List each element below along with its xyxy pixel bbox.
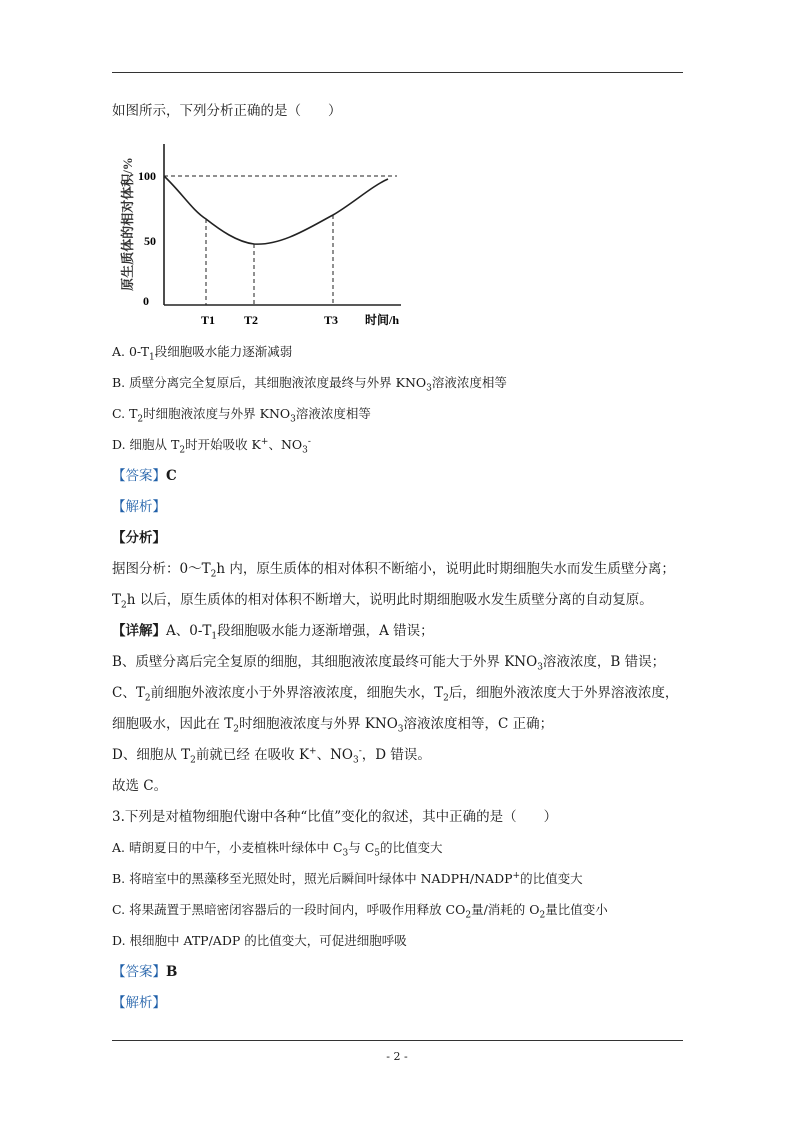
drop-lines xyxy=(206,215,333,305)
y-tick-100: 100 xyxy=(138,169,156,183)
y-tick-0: 0 xyxy=(143,294,149,308)
detail-line-5: D、细胞从 $T_2$前就已经 在吸收 K+、$NO_3^-$，D 错误。 xyxy=(112,746,431,766)
chart-y-label: 原生质体的相对体积/% xyxy=(120,157,135,291)
volume-chart xyxy=(112,138,412,338)
chart-x-label: 时间/h xyxy=(364,313,400,327)
q3-option-d: D. 根细胞中 ATP/ADP 的比值变大，可促进细胞呼吸 xyxy=(112,933,407,948)
q3-stem: 3.下列是对植物细胞代谢中各种“比值”变化的叙述，其中正确的是（ ） xyxy=(112,809,558,825)
detail-line-1: 【详解】A、$0-T_1$段细胞吸水能力逐渐增强，A 错误； xyxy=(112,623,434,642)
q3-answer: 【答案】B xyxy=(112,964,178,980)
x-tick-t1: T1 xyxy=(200,313,216,327)
detail-line-3: C、$T_2$前细胞外液浓度小于外界溶液浓度，细胞失水，$T_2$后，细胞外液浓度大于外界溶液浓度， xyxy=(112,685,679,704)
q3-option-b: B. 将暗室中的黑藻移至光照处时，照光后瞬间叶绿体中 NADPH/NADP+的比值变大 xyxy=(112,870,583,886)
conclusion: 故选 C。 xyxy=(112,778,168,794)
q3-option-a: A. 晴朗夏日的中午，小麦植株叶绿体中 $C_3$与 $C_5$的比值变大 xyxy=(112,840,443,859)
footer-rule xyxy=(112,1040,683,1041)
header-rule xyxy=(112,72,683,73)
analysis-line-1: 据图分析：$0\sim T_2h$ 内，原生质体的相对体积不断缩小，说明此时期细胞失水而发生质壁分离； xyxy=(112,561,675,580)
volume-curve xyxy=(164,176,388,244)
detail-line-4: 细胞吸水，因此在 $T_2$时细胞液浓度与外界 $KNO_3$溶液浓度相等，C 正确； xyxy=(112,716,554,735)
chart-axes xyxy=(164,144,401,305)
y-tick-50: 50 xyxy=(144,234,156,248)
detail-line-2: B、质壁分离后完全复原的细胞，其细胞液浓度最终可能大于外界 $KNO_3$溶液浓度，B 错误； xyxy=(112,654,666,673)
q3-option-c: C. 将果蔬置于黑暗密闭容器后的一段时间内，呼吸作用释放 $CO_2$量/消耗的 $O_2$量比值变小 xyxy=(112,902,608,921)
x-tick-t2: T2 xyxy=(243,313,259,327)
q2-answer: 【答案】C xyxy=(112,468,177,484)
q2-fenxi-label: 【分析】 xyxy=(112,530,166,546)
q2-option-b: B. 质壁分离完全复原后，其细胞液浓度最终与外界 $KNO_3$溶液浓度相等 xyxy=(112,375,507,394)
q3-jiexi-label: 【解析】 xyxy=(112,995,166,1011)
q2-option-d: D. 细胞从 $T_2$时开始吸收 K+、$NO_3^-$ xyxy=(112,436,311,456)
x-tick-t3: T3 xyxy=(323,313,339,327)
question-intro: 如图所示，下列分析正确的是（ ） xyxy=(112,103,342,119)
q2-option-a: A. $0-T_1$段细胞吸水能力逐渐减弱 xyxy=(112,344,293,363)
page-number: - 2 - xyxy=(386,1050,408,1063)
analysis-line-2: $T_2h$ 以后，原生质体的相对体积不断增大，说明此时期细胞吸水发生质壁分离的自动复原。 xyxy=(112,592,653,611)
q2-jiexi-label: 【解析】 xyxy=(112,499,166,515)
q2-option-c: C. $T_2$时细胞液浓度与外界 $KNO_3$溶液浓度相等 xyxy=(112,406,371,425)
